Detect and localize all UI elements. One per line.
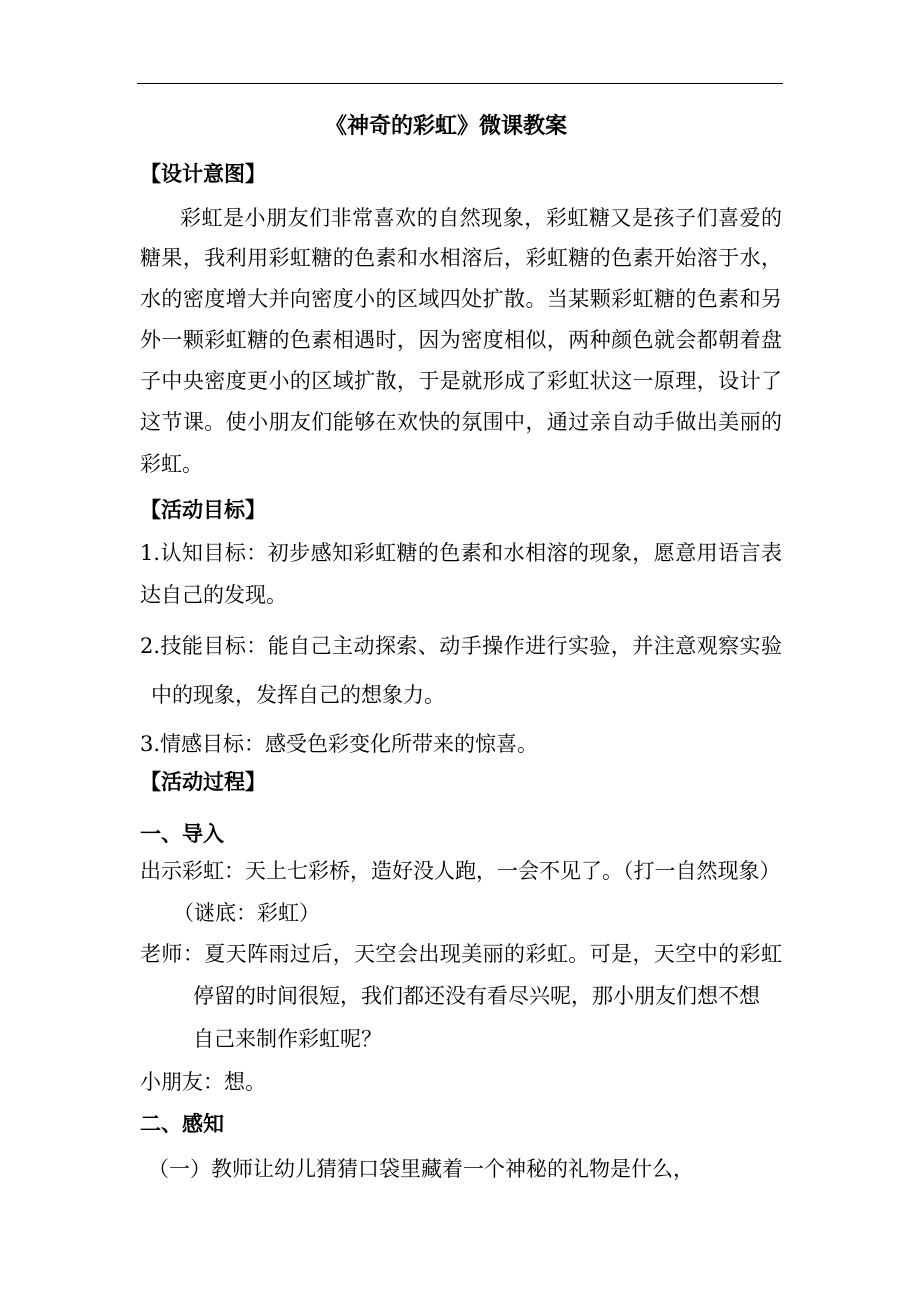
perceive-line: （一）教师让幼儿猜猜口袋里藏着一个神秘的礼物是什么， [148,1157,694,1181]
page-title: 《神奇的彩虹》微课教案 [325,114,568,139]
subheading-perceive: 二、感知 [140,1112,224,1136]
paragraph-line: 这节课。使小朋友们能够在欢快的氛围中，通过亲自动手做出美丽的 [140,410,782,434]
paragraph-line: 子中央密度更小的区域扩散，于是就形成了彩虹状这一原理，设计了 [140,369,782,393]
section-heading-goals: 【活动目标】 [140,498,266,522]
goal-line: 中的现象，发挥自己的想象力。 [151,683,445,707]
intro-line: 停留的时间很短，我们都还没有看尽兴呢，那小朋友们想不想 [193,984,760,1008]
goal-line: 3.情感目标：感受色彩变化所带来的惊喜。 [140,732,539,756]
paragraph-line: 水的密度增大并向密度小的区域四处扩散。当某颗彩虹糖的色素和另 [140,287,782,311]
intro-line: 自己来制作彩虹呢？ [193,1027,382,1051]
section-heading-process: 【活动过程】 [140,770,266,794]
intro-line: （谜底：彩虹） [173,901,320,925]
goal-line: 2.技能目标：能自己主动探索、动手操作进行实验，并注意观察实验 [140,634,782,658]
goal-line: 达自己的发现。 [140,583,287,607]
paragraph-line: 外一颗彩虹糖的色素相遇时，因为密度相似，两种颜色就会都朝着盘 [140,328,782,352]
section-heading-design: 【设计意图】 [140,162,266,186]
paragraph-line: 彩虹。 [140,452,203,476]
header-rule [137,83,783,84]
intro-line: 小朋友：想。 [140,1070,266,1094]
paragraph-line: 糖果，我利用彩虹糖的色素和水相溶后，彩虹糖的色素开始溶于水， [140,246,782,270]
goal-line: 1.认知目标：初步感知彩虹糖的色素和水相溶的现象，愿意用语言表 [140,541,782,565]
intro-line: 出示彩虹：天上七彩桥，造好没人跑，一会不见了。（打一自然现象） [140,859,781,883]
paragraph-line: 彩虹是小朋友们非常喜欢的自然现象，彩虹糖又是孩子们喜爱的 [180,206,782,230]
intro-line: 老师：夏天阵雨过后，天空会出现美丽的彩虹。可是，天空中的彩虹 [140,942,782,966]
subheading-intro: 一、导入 [140,822,224,846]
